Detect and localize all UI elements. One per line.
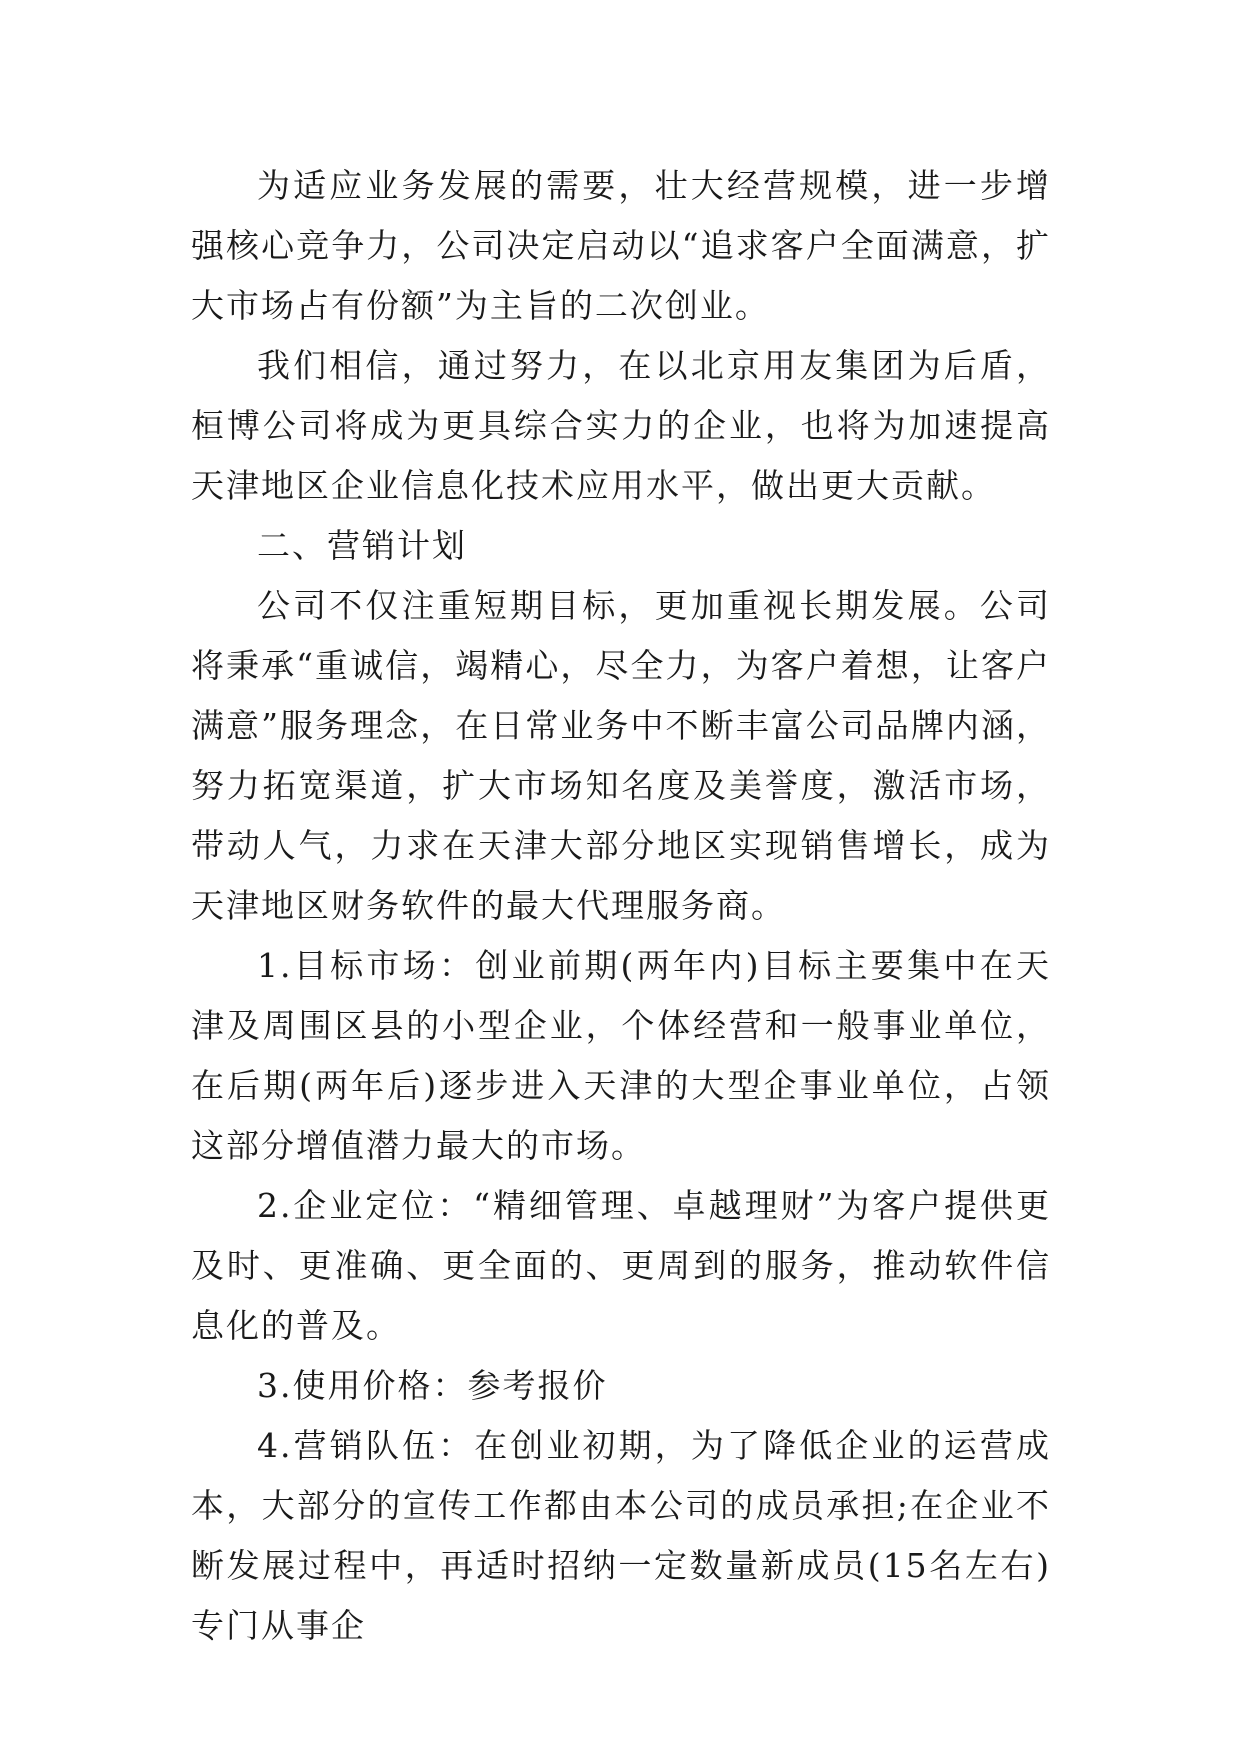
section-heading-marketing-plan: 二、营销计划 [257, 526, 467, 565]
paragraph-pricing: 3.使用价格：参考报价 [257, 1366, 608, 1405]
paragraph-intro: 为适应业务发展的需要，壮大经营规模，进一步增强核心竞争力，公司决定启动以“追求客户全面满意，扩大市场占有份额”为主旨的二次创业。 [191, 166, 1051, 325]
paragraph-belief: 我们相信，通过努力，在以北京用友集团为后盾，桓博公司将成为更具综合实力的企业，也将为加速提高天津地区企业信息化技术应用水平，做出更大贡献。 [191, 346, 1051, 505]
paragraph-positioning: 2.企业定位：“精细管理、卓越理财”为客户提供更及时、更准确、更全面的、更周到的服务，推动软件信息化的普及。 [191, 1186, 1051, 1345]
document-body [191, 156, 1051, 1656]
paragraph-target-market: 1.目标市场：创业前期(两年内)目标主要集中在天津及周围区县的小型企业，个体经营和一般事业单位，在后期(两年后)逐步进入天津的大型企事业单位，占领这部分增值潜力最大的市场。 [191, 946, 1051, 1165]
paragraph-sales-team: 4.营销队伍：在创业初期，为了降低企业的运营成本，大部分的宣传工作都由本公司的成员承担;在企业不断发展过程中，再适时招纳一定数量新成员(15名左右)专门从事企 [191, 1426, 1051, 1645]
paragraph-marketing-overview: 公司不仅注重短期目标，更加重视长期发展。公司将秉承“重诚信，竭精心，尽全力，为客户着想，让客户满意”服务理念，在日常业务中不断丰富公司品牌内涵，努力拓宽渠道，扩大市场知名度及美誉度，激活市场，带动人气，力求在天津大部分地区实现销售增长，成为天津地区财务软件的最大代理服务商。 [191, 586, 1051, 925]
